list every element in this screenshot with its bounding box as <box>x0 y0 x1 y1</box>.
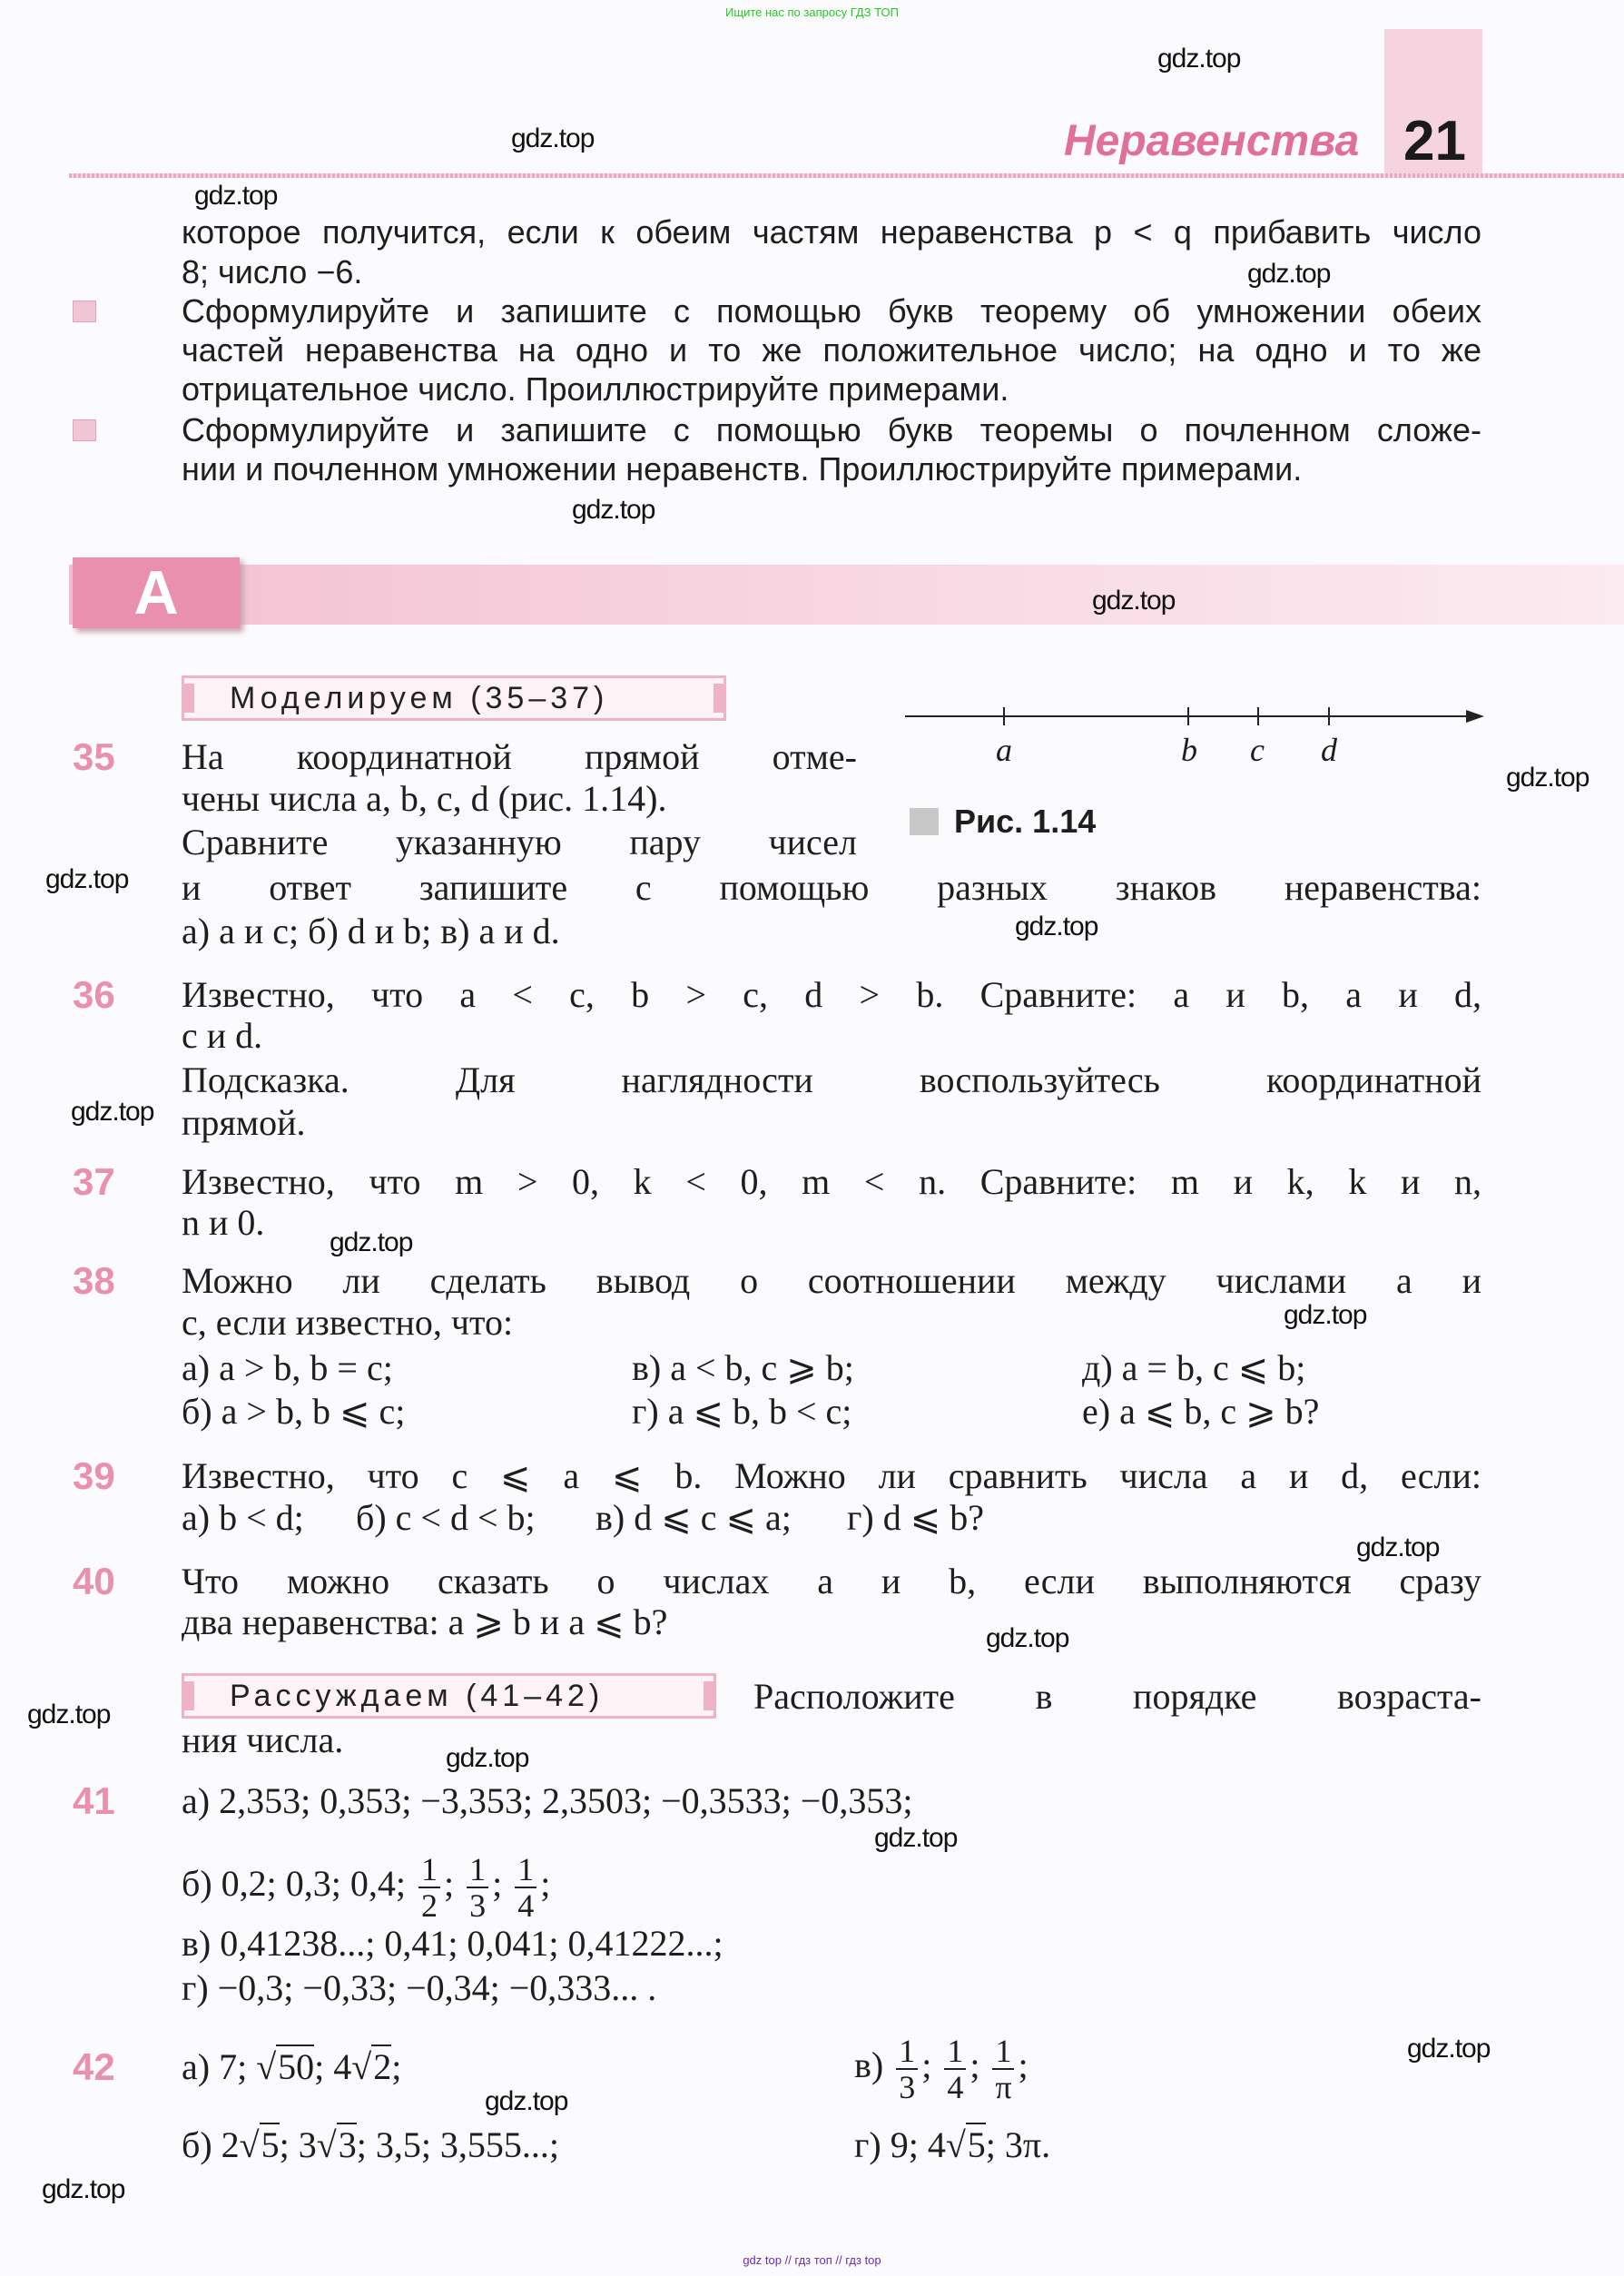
watermark: gdz.top <box>27 1700 111 1729</box>
problem-line: в) $\frac{1}{3}$ ; $\frac{1}{4}$ ; $\frac{1}{\pi}$ ; <box>854 2032 1029 2105</box>
top-banner[interactable]: Ищите нас по запросу ГДЗ ТОП <box>725 5 899 19</box>
sqrt-icon: √ <box>256 2046 277 2087</box>
section-header-reasoning <box>182 1673 716 1719</box>
watermark: gdz.top <box>45 864 129 894</box>
watermark: gdz.top <box>986 1623 1069 1653</box>
bullet-square <box>73 301 96 322</box>
option: а) a > b, b = c; <box>182 1347 393 1388</box>
fraction: $\frac{1}{\pi}$ <box>992 2034 1014 2104</box>
label-a: a <box>996 732 1012 768</box>
fraction: $\frac{1}{4}$ <box>515 1852 536 1923</box>
watermark: gdz.top <box>1247 259 1331 289</box>
watermark: gdz.top <box>874 1823 958 1853</box>
problem-line: Расположите в порядке возраста- <box>753 1676 1481 1717</box>
intro-line: которое получится, если к обеим частям неравенства p < q прибавить число <box>182 213 1481 251</box>
problem-line: два неравенства: a ⩾ b и a ⩽ b? <box>182 1601 668 1642</box>
watermark: gdz.top <box>1092 586 1176 616</box>
problem-line: г) 9; 4√5; 3π. <box>854 2124 1051 2165</box>
fraction: $\frac{1}{3}$ <box>467 1852 488 1923</box>
problem-number: 38 <box>73 1259 115 1302</box>
watermark: gdz.top <box>485 2086 568 2116</box>
section-header-label: Рассуждаем (41–42) <box>230 1678 605 1713</box>
problem-line: Известно, что m > 0, k < 0, m < n. Сравните: m и k, k и n, <box>182 1161 1481 1202</box>
section-title: Неравенства <box>1064 117 1360 165</box>
watermark: gdz.top <box>446 1743 529 1773</box>
hint-line: прямой. <box>182 1102 306 1143</box>
problem-line: Сравните указанную пару чисел <box>182 822 857 862</box>
level-badge <box>73 557 240 628</box>
level-badge-letter: А <box>133 558 179 627</box>
problem-line: n и 0. <box>182 1202 265 1243</box>
label-b: b <box>1181 732 1197 768</box>
watermark: gdz.top <box>330 1227 413 1257</box>
watermark: gdz.top <box>1407 2034 1491 2064</box>
problem-number: 42 <box>73 2045 115 2088</box>
problem-line: Что можно сказать о числах a и b, если выполняются сразу <box>182 1561 1481 1601</box>
intro-line: частей неравенства на одно и то же положительное число; на одно и то же <box>182 331 1481 369</box>
label-d: d <box>1321 732 1337 768</box>
problem-line: б) 2√5; 3√3; 3,5; 3,555...; <box>182 2124 560 2165</box>
option: г) a ⩽ b, b < c; <box>632 1391 852 1432</box>
option: г) d ⩽ b? <box>847 1497 984 1538</box>
option: б) c < d < b; <box>356 1497 536 1538</box>
figure-marker <box>910 808 939 835</box>
page-number: 21 <box>1403 110 1466 172</box>
intro-line: нии и почленном умножении неравенств. Проиллюстрируйте примерами. <box>182 450 1303 488</box>
watermark: gdz.top <box>71 1097 154 1127</box>
watermark: gdz.top <box>194 181 278 211</box>
bullet-square <box>73 419 96 441</box>
problem-number: 35 <box>73 735 115 778</box>
problem-number: 39 <box>73 1454 115 1497</box>
option: б) a > b, b ⩽ c; <box>182 1391 406 1432</box>
option: е) a ⩽ b, c ⩾ b? <box>1082 1391 1320 1432</box>
problem-number: 41 <box>73 1779 115 1822</box>
problem-line: а) a и c; б) d и b; в) a и d. <box>182 911 560 951</box>
level-band <box>69 565 1624 625</box>
sqrt-icon: √ <box>351 2046 372 2087</box>
watermark: gdz.top <box>1506 763 1590 793</box>
label-c: c <box>1250 732 1265 768</box>
intro-line: отрицательное число. Проиллюстрируйте примерами. <box>182 370 1009 408</box>
sqrt-icon: √ <box>945 2124 966 2165</box>
problem-line: а) 2,353; 0,353; −3,353; 2,3503; −0,3533; −0,353; <box>182 1780 913 1821</box>
intro-line: Сформулируйте и запишите с помощью букв теоремы о почленном сложе- <box>182 411 1481 448</box>
watermark: gdz.top <box>1284 1300 1367 1330</box>
watermark: gdz.top <box>1356 1532 1440 1562</box>
problem-line: в) 0,41238...; 0,41; 0,041; 0,41222...; <box>182 1923 723 1964</box>
fraction: $\frac{1}{2}$ <box>418 1852 440 1923</box>
axis-arrow <box>1466 710 1484 723</box>
fraction: $\frac{1}{3}$ <box>896 2034 918 2104</box>
section-header-modeling <box>182 675 726 721</box>
footer-link[interactable]: gdz top // гдз топ // гдз top <box>743 2253 881 2267</box>
header-rule <box>69 173 1624 178</box>
section-header-label: Моделируем (35–37) <box>230 680 609 715</box>
problem-line: c, если известно, что: <box>182 1302 514 1343</box>
problem-number: 37 <box>73 1160 115 1203</box>
problem-line: Известно, что a < c, b > c, d > b. Сравните: a и b, a и d, <box>182 974 1481 1015</box>
problem-line: чены числа a, b, c, d (рис. 1.14). <box>182 778 667 819</box>
watermark: gdz.top <box>572 495 655 525</box>
problem-line: г) −0,3; −0,33; −0,34; −0,333... . <box>182 1967 657 2008</box>
problem-line: а) 7; √50; 4√2; <box>182 2046 402 2087</box>
watermark: gdz.top <box>511 123 595 153</box>
watermark: gdz.top <box>1157 44 1241 74</box>
option: д) a = b, c ⩽ b; <box>1082 1347 1306 1388</box>
sqrt-icon: √ <box>239 2124 260 2165</box>
problem-number: 40 <box>73 1560 115 1602</box>
watermark: gdz.top <box>1015 911 1098 941</box>
sqrt-icon: √ <box>316 2124 337 2165</box>
problem-line: ния числа. <box>182 1719 344 1760</box>
intro-line: Сформулируйте и запишите с помощью букв теорему об умножении обеих <box>182 292 1481 330</box>
figure-caption: Рис. 1.14 <box>954 803 1097 840</box>
problem-line: и ответ запишите с помощью разных знаков неравенства: <box>182 867 1481 908</box>
problem-line: c и d. <box>182 1015 263 1056</box>
problem-line: Известно, что c ⩽ a ⩽ b. Можно ли сравнить числа a и d, если: <box>182 1455 1481 1496</box>
option: а) b < d; <box>182 1497 304 1538</box>
problem-line: На координатной прямой отме- <box>182 736 857 777</box>
fraction: $\frac{1}{4}$ <box>944 2034 966 2104</box>
line-prefix: б) 0,2; 0,3; 0,4; <box>182 1863 407 1904</box>
problem-line: Можно ли сделать вывод о соотношении между числами a и <box>182 1260 1481 1301</box>
problem-number: 36 <box>73 973 115 1016</box>
option: в) d ⩽ c ⩽ a; <box>595 1497 792 1538</box>
problem-line: б) 0,2; 0,3; 0,4; $\frac{1}{2}$ ; $\frac{1}{3}$ ; $\frac{1}{4}$ ; <box>182 1850 551 1924</box>
watermark: gdz.top <box>42 2174 125 2204</box>
intro-line: 8; число −6. <box>182 253 363 291</box>
hint-line: Подсказка. Для наглядности воспользуйтесь координатной <box>182 1059 1481 1100</box>
option: в) a < b, c ⩾ b; <box>632 1347 854 1388</box>
